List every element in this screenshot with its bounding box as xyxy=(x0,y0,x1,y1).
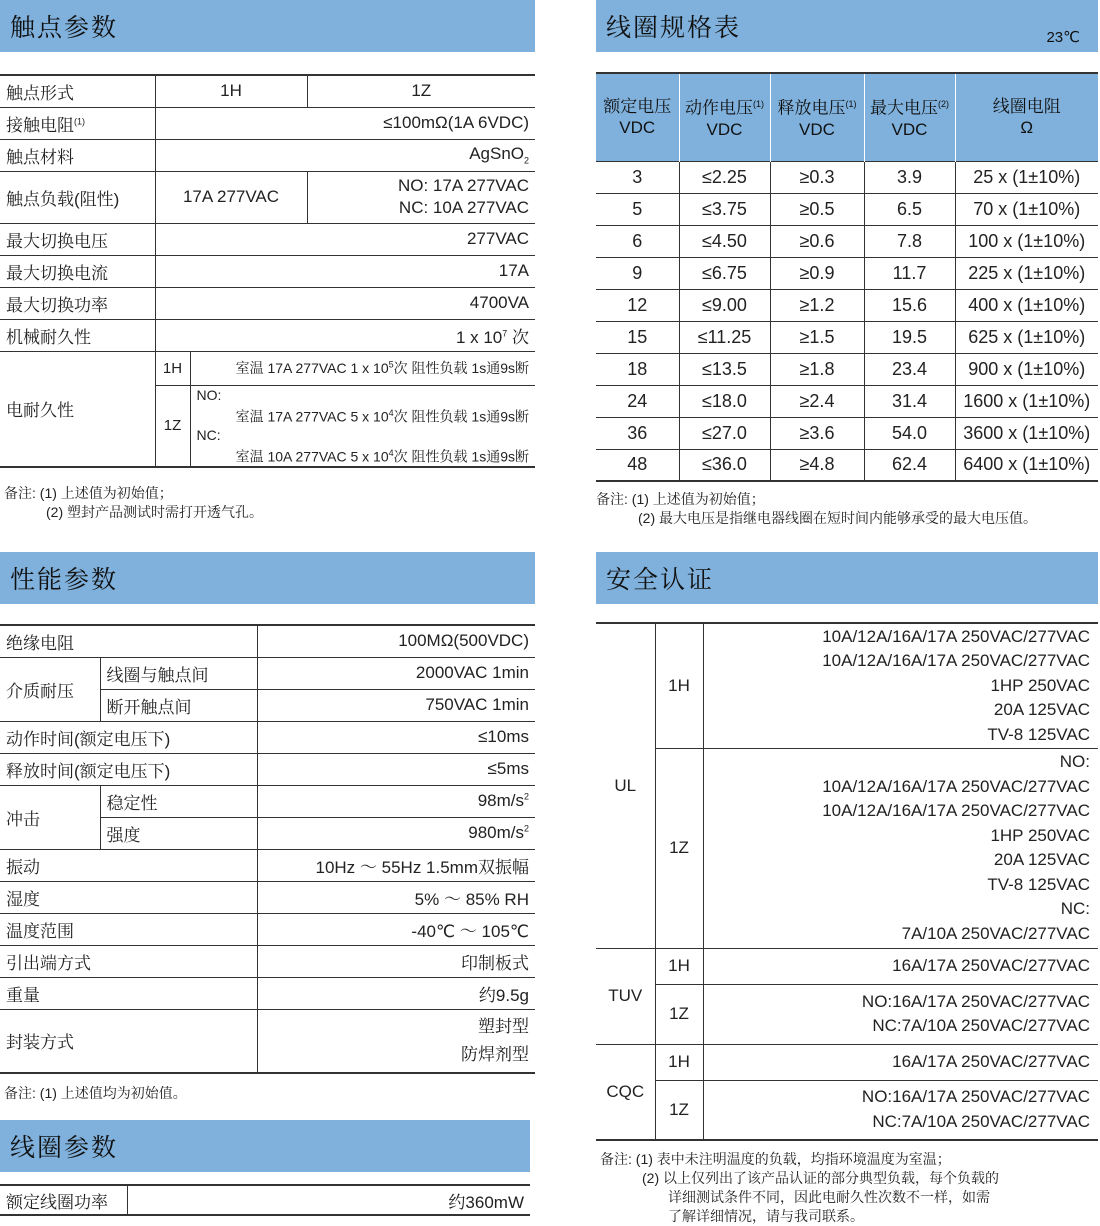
coil-cell-max-voltage: 54.0 xyxy=(864,417,955,449)
contact-elec-label: 电耐久性 xyxy=(0,351,155,467)
contact-resistance-label: 接触电阻$^{(1)}$ xyxy=(0,107,155,139)
contact-elec-1h-value: 室温 17A 277VAC 1 x $10^5$次 阻性负载 1s通9s断 xyxy=(190,351,535,385)
coil-cell-release-voltage: ≥0.9 xyxy=(770,257,864,289)
tuv-1z-values: NO:16A/17A 250VAC/277VAC NC:7A/10A 250VAC/277VAC xyxy=(703,984,1098,1044)
cqc-1h-value: 16A/17A 250VAC/277VAC xyxy=(703,1044,1098,1080)
tuv-1h-row xyxy=(596,948,1098,984)
contact-mech-row xyxy=(0,319,535,351)
coil-cell-rated-voltage: 12 xyxy=(596,289,679,321)
coil-cell-coil-resistance: 25 x (1±10%) xyxy=(955,161,1098,193)
coil-cell-rated-voltage: 5 xyxy=(596,193,679,225)
contact-mech-value: 1 x $10^7$ 次 xyxy=(155,319,535,351)
coil-header-rated-voltage: 额定电压 VDC xyxy=(596,73,679,161)
contact-form-row xyxy=(0,75,535,107)
coil-cell-rated-voltage: 15 xyxy=(596,321,679,353)
package-label: 封装方式 xyxy=(0,1009,257,1073)
coil-cell-rated-voltage: 9 xyxy=(596,257,679,289)
ul-1z-values: NO: 10A/12A/16A/17A 250VAC/277VAC 10A/12A/16A/17A 250VAC/277VAC 1HP 250VAC 20A 125VAC TV-8 125VAC NC: 7A/10A 250VAC/277VAC xyxy=(703,748,1098,948)
contact-max-power-row xyxy=(0,287,535,319)
coil-cell-max-voltage: 7.8 xyxy=(864,225,955,257)
coil-header-max-voltage: 最大电压$^{(2)}$ VDC xyxy=(864,73,955,161)
contact-resistance-row xyxy=(0,107,535,139)
coil-header-release-voltage: 释放电压$^{(1)}$ VDC xyxy=(770,73,864,161)
dielectric-label: 介质耐压 xyxy=(0,657,100,721)
vibration-label: 振动 xyxy=(0,849,257,881)
tuv-1z-tag: 1Z xyxy=(655,984,703,1044)
coil-cell-operate-voltage: ≤11.25 xyxy=(679,321,770,353)
coil-spec-row xyxy=(596,449,1098,481)
contact-mech-label: 机械耐久性 xyxy=(0,319,155,351)
safety-section-header xyxy=(596,552,1098,604)
coil-cell-release-voltage: ≥1.5 xyxy=(770,321,864,353)
coil-cell-release-voltage: ≥3.6 xyxy=(770,417,864,449)
coil-cell-operate-voltage: ≤6.75 xyxy=(679,257,770,289)
coil-cell-rated-voltage: 24 xyxy=(596,385,679,417)
contact-section-header xyxy=(0,0,535,52)
coil-cell-coil-resistance: 625 x (1±10%) xyxy=(955,321,1098,353)
coil-cell-operate-voltage: ≤18.0 xyxy=(679,385,770,417)
contact-max-power-value: 4700VA xyxy=(155,287,535,319)
safety-cert-table xyxy=(596,622,1098,1141)
coil-spec-row xyxy=(596,257,1098,289)
contact-max-power-label: 最大切换功率 xyxy=(0,287,155,319)
vibration-row xyxy=(0,849,535,881)
contact-params-table xyxy=(0,74,535,468)
coil-cell-release-voltage: ≥2.4 xyxy=(770,385,864,417)
dielectric-b-label: 断开触点间 xyxy=(100,689,257,721)
terminal-value: 印制板式 xyxy=(257,945,535,977)
coil-params-table xyxy=(0,1184,530,1216)
cqc-1z-row xyxy=(596,1080,1098,1140)
contact-material-label: 触点材料 xyxy=(0,139,155,171)
contact-form-label: 触点形式 xyxy=(6,83,74,103)
contact-load-label: 触点负载(阻性) xyxy=(0,171,155,223)
contact-load-row xyxy=(0,171,535,223)
coil-cell-max-voltage: 6.5 xyxy=(864,193,955,225)
coil-cell-operate-voltage: ≤36.0 xyxy=(679,449,770,481)
coil-cell-rated-voltage: 36 xyxy=(596,417,679,449)
shock-b-value: $980m/s^2$ xyxy=(257,817,535,849)
coil-table-note: 备注: (1) 上述值为初始值； (2) 最大电压是指继电器线圈在短时间内能够承受的最大电压值。 xyxy=(596,491,1037,526)
ul-1z-row xyxy=(596,748,1098,948)
insulation-label: 绝缘电阻 xyxy=(6,633,74,653)
coil-spec-row xyxy=(596,289,1098,321)
contact-elec-1z-tag: 1Z xyxy=(155,385,190,467)
contact-note: 备注: (1) 上述值为初始值； (2) 塑封产品测试时需打开透气孔。 xyxy=(4,485,263,520)
coil-cell-operate-voltage: ≤13.5 xyxy=(679,353,770,385)
contact-max-voltage-row xyxy=(0,223,535,255)
coil-cell-max-voltage: 11.7 xyxy=(864,257,955,289)
terminal-row xyxy=(0,945,535,977)
dielectric-a-value: 2000VAC 1min xyxy=(257,657,535,689)
coil-cell-operate-voltage: ≤2.25 xyxy=(679,161,770,193)
coil-power-value: 约360mW xyxy=(127,1185,530,1215)
coil-spec-row xyxy=(596,417,1098,449)
tuv-label: TUV xyxy=(596,948,655,1044)
release-time-value: ≤5ms xyxy=(257,753,535,785)
performance-note: 备注: (1) 上述值均为初始值。 xyxy=(4,1085,187,1101)
coil-params-header xyxy=(0,1120,530,1172)
coil-cell-max-voltage: 3.9 xyxy=(864,161,955,193)
coil-cell-operate-voltage: ≤9.00 xyxy=(679,289,770,321)
shock-row-a xyxy=(0,785,535,817)
coil-spec-table xyxy=(596,72,1098,482)
shock-b-label: 强度 xyxy=(100,817,257,849)
operate-time-value: ≤10ms xyxy=(257,721,535,753)
terminal-label: 引出端方式 xyxy=(0,945,257,977)
coil-spec-row xyxy=(596,385,1098,417)
release-time-row xyxy=(0,753,535,785)
cqc-1h-tag: 1H xyxy=(655,1044,703,1080)
coil-cell-release-voltage: ≥0.6 xyxy=(770,225,864,257)
performance-table xyxy=(0,624,535,1074)
tuv-1z-row xyxy=(596,984,1098,1044)
coil-cell-operate-voltage: ≤4.50 xyxy=(679,225,770,257)
contact-load-1h: 17A 277VAC xyxy=(155,171,307,223)
performance-section-title: 性能参数 xyxy=(10,566,119,594)
coil-cell-rated-voltage: 18 xyxy=(596,353,679,385)
contact-max-current-value: 17A xyxy=(155,255,535,287)
coil-power-row xyxy=(0,1185,530,1215)
coil-cell-release-voltage: ≥1.8 xyxy=(770,353,864,385)
coil-cell-max-voltage: 23.4 xyxy=(864,353,955,385)
contact-form-1z: 1Z xyxy=(307,75,535,107)
contact-resistance-value: ≤100mΩ(1A 6VDC) xyxy=(155,107,535,139)
cqc-label: CQC xyxy=(596,1044,655,1140)
contact-material-row xyxy=(0,139,535,171)
humidity-row xyxy=(0,881,535,913)
dielectric-b-value: 750VAC 1min xyxy=(257,689,535,721)
coil-spec-row xyxy=(596,161,1098,193)
coil-header-resistance: 线圈电阻 Ω xyxy=(955,73,1098,161)
coil-header-operate-voltage: 动作电压$^{(1)}$ VDC xyxy=(679,73,770,161)
coil-table-header xyxy=(596,0,1098,52)
humidity-label: 湿度 xyxy=(0,881,257,913)
temp-range-label: 温度范围 xyxy=(0,913,257,945)
coil-cell-rated-voltage: 48 xyxy=(596,449,679,481)
coil-cell-coil-resistance: 225 x (1±10%) xyxy=(955,257,1098,289)
coil-cell-max-voltage: 19.5 xyxy=(864,321,955,353)
coil-cell-coil-resistance: 3600 x (1±10%) xyxy=(955,417,1098,449)
weight-label: 重量 xyxy=(0,977,257,1009)
contact-form-1h: 1H xyxy=(155,75,307,107)
safety-note: 备注: (1) 表中未注明温度的负载，均指环境温度为室温； (2) 以上仅列出了该产品认证的部分典型负载，每个负载的 详细测试条件不同，因此电耐久性次数不一样，如需 了解详细情况，请与我司联系。 xyxy=(600,1151,999,1224)
coil-cell-rated-voltage: 6 xyxy=(596,225,679,257)
insulation-value: 100MΩ(500VDC) xyxy=(257,625,535,657)
shock-a-label: 稳定性 xyxy=(100,785,257,817)
shock-a-value: $98m/s^2$ xyxy=(257,785,535,817)
ul-1z-tag: 1Z xyxy=(655,748,703,948)
temp-range-row xyxy=(0,913,535,945)
contact-elec-1h-row xyxy=(0,351,535,385)
release-time-label: 释放时间(额定电压下) xyxy=(0,753,257,785)
contact-material-value: AgSnO$_2$ xyxy=(155,139,535,171)
coil-cell-release-voltage: ≥0.5 xyxy=(770,193,864,225)
ul-1h-row xyxy=(596,623,1098,748)
coil-table-title: 线圈规格表 xyxy=(606,14,742,42)
contact-max-current-label: 最大切换电流 xyxy=(0,255,155,287)
weight-row xyxy=(0,977,535,1009)
cqc-1h-row xyxy=(596,1044,1098,1080)
contact-load-1z: NO: 17A 277VAC NC: 10A 277VAC xyxy=(307,171,535,223)
package-value: 塑封型 防焊剂型 xyxy=(257,1009,535,1073)
contact-max-voltage-label: 最大切换电压 xyxy=(0,223,155,255)
package-row xyxy=(0,1009,535,1073)
dielectric-row-a xyxy=(0,657,535,689)
ul-1h-values: 10A/12A/16A/17A 250VAC/277VAC 10A/12A/16A/17A 250VAC/277VAC 1HP 250VAC 20A 125VAC TV-8 125VAC xyxy=(703,623,1098,748)
coil-spec-header-row xyxy=(596,73,1098,161)
coil-spec-row xyxy=(596,225,1098,257)
coil-cell-operate-voltage: ≤3.75 xyxy=(679,193,770,225)
coil-cell-max-voltage: 31.4 xyxy=(864,385,955,417)
tuv-1h-tag: 1H xyxy=(655,948,703,984)
ul-1h-tag: 1H xyxy=(655,623,703,748)
contact-section-title: 触点参数 xyxy=(10,14,119,42)
coil-cell-coil-resistance: 1600 x (1±10%) xyxy=(955,385,1098,417)
coil-cell-rated-voltage: 3 xyxy=(596,161,679,193)
coil-spec-row xyxy=(596,321,1098,353)
coil-cell-release-voltage: ≥1.2 xyxy=(770,289,864,321)
coil-cell-operate-voltage: ≤27.0 xyxy=(679,417,770,449)
ul-label: UL xyxy=(614,775,637,795)
performance-section-header xyxy=(0,552,535,604)
temp-range-value: -40℃ ～ 105℃ xyxy=(257,913,535,945)
coil-spec-row xyxy=(596,193,1098,225)
cqc-1z-values: NO:16A/17A 250VAC/277VAC NC:7A/10A 250VAC/277VAC xyxy=(703,1080,1098,1140)
coil-cell-coil-resistance: 900 x (1±10%) xyxy=(955,353,1098,385)
humidity-value: 5% ～ 85% RH xyxy=(257,881,535,913)
coil-cell-release-voltage: ≥4.8 xyxy=(770,449,864,481)
contact-max-voltage-value: 277VAC xyxy=(155,223,535,255)
operate-time-label: 动作时间(额定电压下) xyxy=(0,721,257,753)
coil-power-label: 额定线圈功率 xyxy=(6,1192,108,1212)
cqc-1z-tag: 1Z xyxy=(655,1080,703,1140)
coil-cell-max-voltage: 15.6 xyxy=(864,289,955,321)
insulation-row xyxy=(0,625,535,657)
dielectric-a-label: 线圈与触点间 xyxy=(100,657,257,689)
coil-table-temp: 23℃ xyxy=(1046,29,1080,46)
vibration-value: 10Hz ～ 55Hz 1.5mm双振幅 xyxy=(257,849,535,881)
coil-params-title: 线圈参数 xyxy=(10,1134,119,1162)
coil-cell-coil-resistance: 70 x (1±10%) xyxy=(955,193,1098,225)
coil-cell-max-voltage: 62.4 xyxy=(864,449,955,481)
shock-label: 冲击 xyxy=(0,785,100,849)
tuv-1h-value: 16A/17A 250VAC/277VAC xyxy=(703,948,1098,984)
contact-elec-1z-value: NO: 室温 17A 277VAC 5 x $10^4$次 阻性负载 1s通9s断 NC: 室温 10A 277VAC 5 x $10^4$次 阻性负载 1s通9s断 xyxy=(190,385,535,467)
contact-max-current-row xyxy=(0,255,535,287)
coil-cell-release-voltage: ≥0.3 xyxy=(770,161,864,193)
coil-cell-coil-resistance: 400 x (1±10%) xyxy=(955,289,1098,321)
coil-cell-coil-resistance: 6400 x (1±10%) xyxy=(955,449,1098,481)
safety-section-title: 安全认证 xyxy=(606,566,715,594)
operate-time-row xyxy=(0,721,535,753)
coil-spec-row xyxy=(596,353,1098,385)
contact-elec-1h-tag: 1H xyxy=(155,351,190,385)
coil-cell-coil-resistance: 100 x (1±10%) xyxy=(955,225,1098,257)
weight-value: 约9.5g xyxy=(257,977,535,1009)
